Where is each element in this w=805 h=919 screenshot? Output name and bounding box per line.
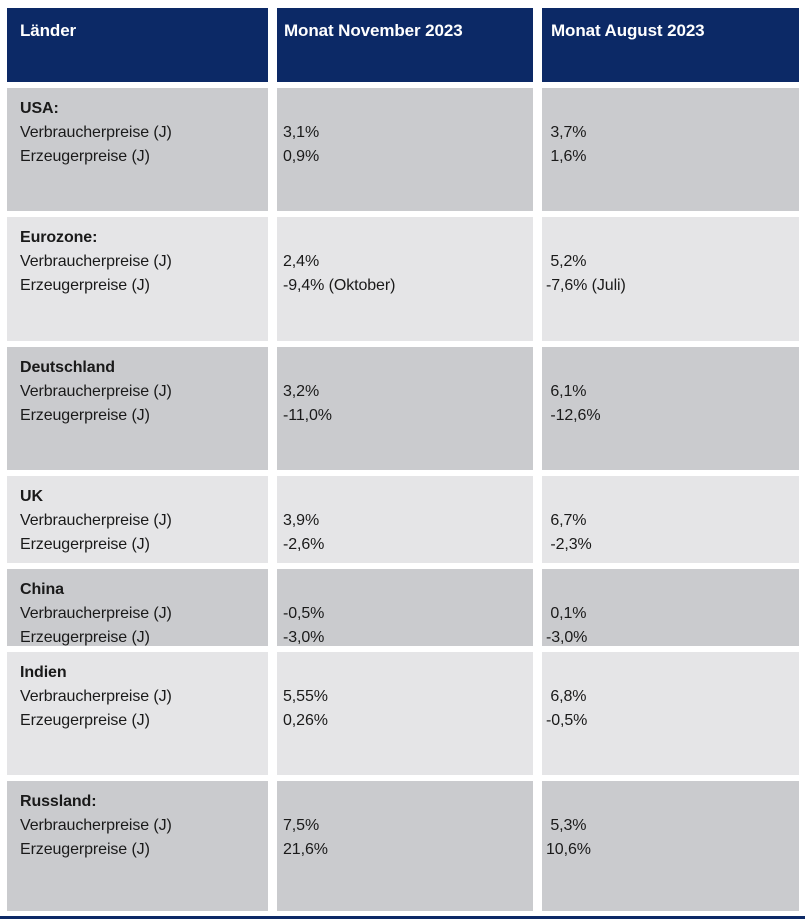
metric-label-producer-prices: Erzeugerpreise (J) — [20, 407, 150, 424]
value-august-producer: -7,6% (Juli) — [546, 277, 626, 294]
metric-label-producer-prices: Erzeugerpreise (J) — [20, 841, 150, 858]
value-august-producer: -12,6% — [546, 407, 601, 424]
value-august-producer: 1,6% — [546, 148, 587, 165]
country-cell — [7, 347, 268, 470]
value-august-consumer: 6,1% — [546, 383, 587, 400]
spacer-line — [283, 356, 533, 380]
august-values-cell — [542, 88, 799, 211]
country-cell — [7, 88, 268, 211]
metric-label-consumer-prices: Verbraucherpreise (J) — [20, 688, 172, 705]
value-november-consumer: 3,1% — [283, 124, 320, 141]
value-november-consumer: 3,9% — [283, 512, 320, 529]
spacer-line — [283, 790, 533, 814]
august-values-cell — [542, 781, 799, 911]
november-values-cell — [277, 652, 533, 775]
value-november-consumer: 5,55% — [283, 688, 328, 705]
august-values-cell — [542, 476, 799, 563]
spacer-line — [546, 661, 799, 685]
country-cell — [7, 569, 268, 646]
value-november-producer: 0,9% — [283, 148, 320, 165]
value-august-producer: -0,5% — [546, 712, 588, 729]
spacer-line — [283, 97, 533, 121]
november-values-cell — [277, 781, 533, 911]
country-cell — [7, 476, 268, 563]
value-november-producer: 0,26% — [283, 712, 328, 729]
spacer-line — [283, 226, 533, 250]
metric-label-producer-prices: Erzeugerpreise (J) — [20, 148, 150, 165]
november-values-cell — [277, 88, 533, 211]
table-row-deutschland — [7, 347, 799, 470]
inflation-comparison-page — [0, 8, 805, 919]
spacer-line — [283, 578, 533, 602]
country-name: China — [20, 581, 64, 598]
value-november-consumer: 7,5% — [283, 817, 320, 834]
country-name: Indien — [20, 664, 67, 681]
metric-label-consumer-prices: Verbraucherpreise (J) — [20, 817, 172, 834]
header-cell-august-2023: Monat August 2023 — [542, 8, 799, 82]
value-november-consumer: -0,5% — [283, 605, 325, 622]
header-cell-november-2023: Monat November 2023 — [277, 8, 533, 82]
country-name: Deutschland — [20, 359, 115, 376]
value-august-consumer: 6,7% — [546, 512, 587, 529]
value-august-consumer: 5,2% — [546, 253, 587, 270]
value-august-consumer: 3,7% — [546, 124, 587, 141]
country-cell — [7, 781, 268, 911]
value-november-producer: -9,4% (Oktober) — [283, 277, 396, 294]
table-row-indien — [7, 652, 799, 775]
november-values-cell — [277, 347, 533, 470]
table-row-usa — [7, 88, 799, 211]
value-november-consumer: 3,2% — [283, 383, 320, 400]
metric-label-consumer-prices: Verbraucherpreise (J) — [20, 383, 172, 400]
value-august-consumer: 6,8% — [546, 688, 587, 705]
august-values-cell — [542, 652, 799, 775]
country-cell — [7, 652, 268, 775]
country-name: UK — [20, 488, 43, 505]
table-header-row — [7, 8, 799, 82]
metric-label-consumer-prices: Verbraucherpreise (J) — [20, 124, 172, 141]
metric-label-producer-prices: Erzeugerpreise (J) — [20, 277, 150, 294]
spacer-line — [546, 226, 799, 250]
value-august-producer: 10,6% — [546, 841, 591, 858]
spacer-line — [546, 578, 799, 602]
metric-label-producer-prices: Erzeugerpreise (J) — [20, 629, 150, 646]
country-cell — [7, 217, 268, 341]
value-november-consumer: 2,4% — [283, 253, 320, 270]
value-august-consumer: 0,1% — [546, 605, 587, 622]
country-name: Eurozone: — [20, 229, 98, 246]
spacer-line — [546, 356, 799, 380]
metric-label-consumer-prices: Verbraucherpreise (J) — [20, 512, 172, 529]
value-november-producer: -11,0% — [283, 407, 332, 424]
country-name: USA: — [20, 100, 59, 117]
spacer-line — [283, 661, 533, 685]
country-name: Russland: — [20, 793, 97, 810]
august-values-cell — [542, 569, 799, 646]
november-values-cell — [277, 569, 533, 646]
value-november-producer: 21,6% — [283, 841, 328, 858]
metric-label-producer-prices: Erzeugerpreise (J) — [20, 712, 150, 729]
table-row-russland — [7, 781, 799, 911]
value-november-producer: -3,0% — [283, 629, 325, 646]
value-august-producer: -2,3% — [546, 536, 592, 553]
spacer-line — [283, 485, 533, 509]
november-values-cell — [277, 217, 533, 341]
value-august-producer: -3,0% — [546, 629, 588, 646]
header-cell-laender: Länder — [7, 8, 268, 82]
spacer-line — [546, 790, 799, 814]
inflation-table — [7, 8, 799, 911]
august-values-cell — [542, 217, 799, 341]
table-row-uk — [7, 476, 799, 563]
spacer-line — [546, 97, 799, 121]
metric-label-producer-prices: Erzeugerpreise (J) — [20, 536, 150, 553]
value-november-producer: -2,6% — [283, 536, 325, 553]
table-row-china — [7, 569, 799, 646]
spacer-line — [546, 485, 799, 509]
metric-label-consumer-prices: Verbraucherpreise (J) — [20, 605, 172, 622]
table-row-eurozone — [7, 217, 799, 341]
august-values-cell — [542, 347, 799, 470]
november-values-cell — [277, 476, 533, 563]
value-august-consumer: 5,3% — [546, 817, 587, 834]
metric-label-consumer-prices: Verbraucherpreise (J) — [20, 253, 172, 270]
